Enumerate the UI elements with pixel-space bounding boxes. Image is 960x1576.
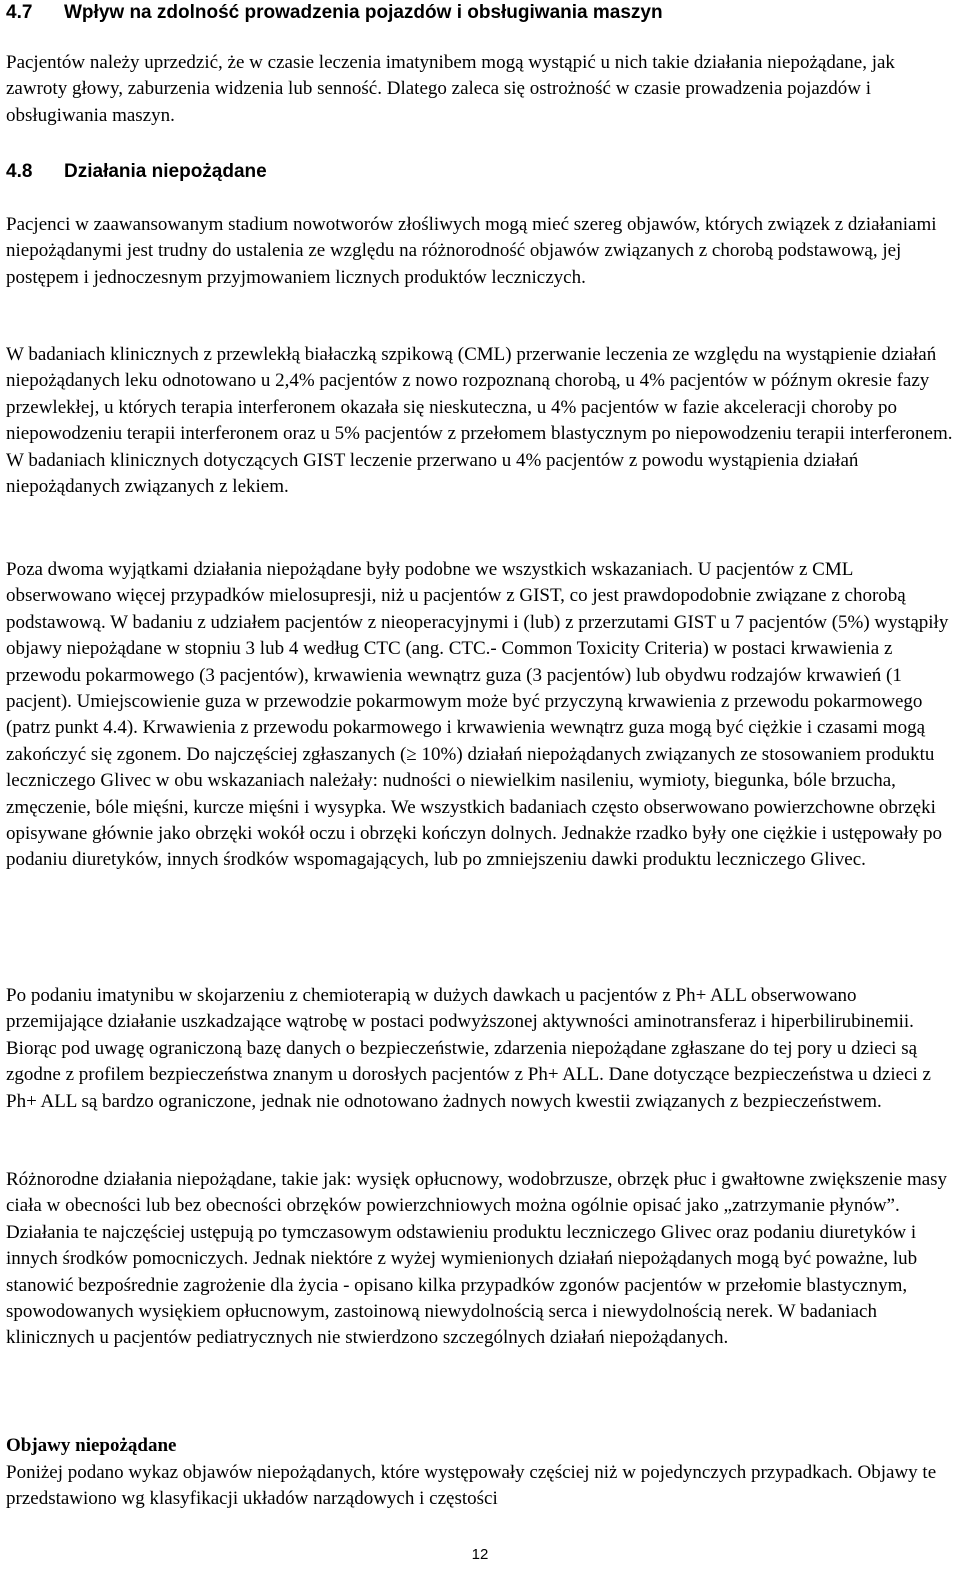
section-4-8-paragraph-2: W badaniach klinicznych z przewlekłą białaczką szpikową (CML) przerwanie leczenia ze względu na wystąpienie działań niepożądanych leku odnotowano u 2,4% pacjentów z nowo rozpoznaną chorobą, u 4% pacjentów w późnym okresie fazy przewlekłej, u których terapia interferonem okazała się nieskuteczna, u 4% pacjentów w fazie akceleracji choroby po niepowodzeniu terapii interferonem oraz u 5% pacjentów z przełomem blastycznym po niepowodzeniu terapii interferonem. W badaniach klinicznych dotyczących GIST leczenie przerwano u 4% pacjentów z powodu wystąpienia działań niepożądanych związanych z lekiem. bbox=[6, 344, 953, 498]
section-4-8-paragraph-4: Po podaniu imatynibu w skojarzeniu z chemioterapią w dużych dawkach u pacjentów z Ph+ ALL obserwowano przemijające działanie uszkadzające wątrobę w postaci podwyższonej aktywności aminotransferaz i hiperbilirubinemii. Biorąc pod uwagę ograniczoną bazę danych o bezpieczeństwie, zdarzenia niepożądane zgłaszane do tej pory u dzieci są zgodne z profilem bezpieczeństwa znanym u dorosłych pacjentów z Ph+ ALL. Dane dotyczące bezpieczeństwa u dzieci z Ph+ ALL są bardzo ograniczone, jednak nie odnotowano żadnych nowych kwestii związanych z bezpieczeństwem. bbox=[6, 985, 931, 1112]
section-4-8-heading bbox=[6, 159, 267, 185]
section-4-7-paragraph: Pacjentów należy uprzedzić, że w czasie leczenia imatynibem mogą wystąpić u nich takie działania niepożądane, jak zawroty głowy, zaburzenia widzenia lub senność. Dlatego zaleca się ostrożność w czasie prowadzenia pojazdów i obsługiwania maszyn. bbox=[6, 52, 895, 126]
adverse-reactions-subheading: Objawy niepożądane bbox=[6, 1435, 177, 1456]
section-4-8-paragraph-3: Poza dwoma wyjątkami działania niepożądane były podobne we wszystkich wskazaniach. U pacjentów z CML obserwowano więcej przypadków mielosupresji, niż u pacjentów z GIST, co jest prawdopodobnie związane z chorobą podstawową. W badaniu z udziałem pacjentów z nieoperacyjnymi i (lub) z przerzutami GIST u 7 pacjentów (5%) wystąpiły objawy niepożądane w stopniu 3 lub 4 według CTC (ang. CTC.- Common Toxicity Criteria) w postaci krwawienia z przewodu pokarmowego (3 pacjentów), krwawienia wewnątrz guza (3 pacjentów) lub obydwu rodzajów krwawień (1 pacjent). Umiejscowienie guza w przewodzie pokarmowym może być przyczyną krwawienia z przewodu pokarmowego (patrz punkt 4.4). Krwawienia z przewodu pokarmowego i krwawienia wewnątrz guza mogą być ciężkie i czasami mogą zakończyć się zgonem. Do najczęściej zgłaszanych (≥ 10%) działań niepożądanych związanych ze stosowaniem produktu leczniczego Glivec w obu wskazaniach należały: nudności o niewielkim nasileniu, wymioty, biegunka, bóle brzucha, zmęczenie, bóle mięśni, kurcze mięśni i wysypka. We wszystkich badaniach często obserwowano powierzchowne obrzęki opisywane głównie jako obrzęki wokół oczu i obrzęki kończyn dolnych. Jednakże rzadko były one ciężkie i ustępowały po podaniu diuretyków, innych środków wspomagających, lub po zmniejszeniu dawki produktu leczniczego Glivec. bbox=[6, 559, 949, 871]
section-4-8-title: Działania niepożądane bbox=[64, 161, 267, 182]
section-4-7-number: 4.7 bbox=[6, 2, 33, 23]
section-4-7-heading bbox=[6, 0, 663, 26]
page-number: 12 bbox=[471, 1546, 489, 1563]
section-4-8-number: 4.8 bbox=[6, 161, 33, 182]
adverse-reactions-intro-paragraph: Poniżej podano wykaz objawów niepożądanych, które występowały częściej niż w pojedynczych przypadkach. Objawy te przedstawiono wg klasyfikacji układów narządowych i częstości bbox=[6, 1462, 937, 1510]
section-4-7-title: Wpływ na zdolność prowadzenia pojazdów i obsługiwania maszyn bbox=[64, 2, 663, 23]
section-4-8-paragraph-5: Różnorodne działania niepożądane, takie jak: wysięk opłucnowy, wodobrzusze, obrzęk płuc i gwałtowne zwiększenie masy ciała w obecności lub bez obecności obrzęków powierzchniowych można ogólnie opisać jako „zatrzymanie płynów”. Działania te najczęściej ustępują po tymczasowym odstawieniu produktu leczniczego Glivec oraz podaniu diuretyków i innych środków pomocniczych. Jednak niektóre z wyżej wymienionych działań niepożądanych mogą być poważne, lub stanowić bezpośrednie zagrożenie dla życia - opisano kilka przypadków zgonów pacjentów w przełomie blastycznym, spowodowanych wysiękiem opłucnowym, zastoinową niewydolnością serca i niewydolnością nerek. W badaniach klinicznych u pacjentów pediatrycznych nie stwierdzono szczególnych działań niepożądanych. bbox=[6, 1169, 948, 1349]
section-4-8-paragraph-1: Pacjenci w zaawansowanym stadium nowotworów złośliwych mogą mieć szereg objawów, których związek z działaniami niepożądanymi jest trudny do ustalenia ze względu na różnorodność objawów związanych z chorobą podstawową, jej postępem i jednoczesnym przyjmowaniem licznych produktów leczniczych. bbox=[6, 214, 937, 288]
